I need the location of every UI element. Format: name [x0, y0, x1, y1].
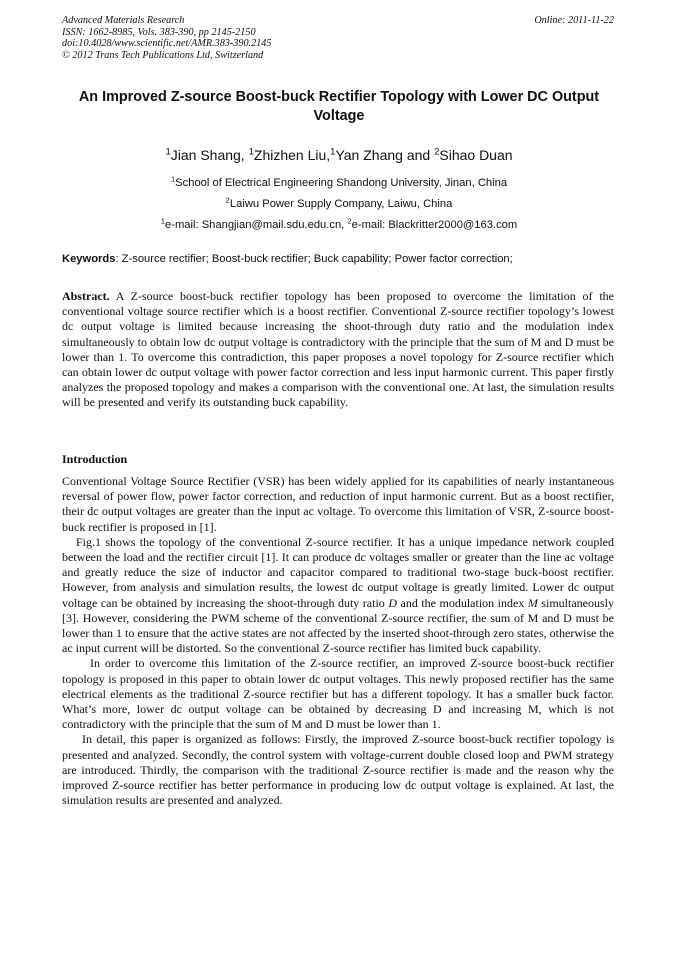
symbol-m: M [527, 595, 538, 610]
keywords-label: Keywords [62, 253, 116, 265]
abstract-label: Abstract. [62, 289, 110, 303]
para2-text-c: simultaneously [3]. However, considering the PWM scheme of the conventional Z-source rectifier, the sum of M and D must be lower than 1 to ensure that the active states are not affected by the inserted shoot-through zero states, otherwise the ac input current will be distorted. So the conventional Z-source rectifier has limited buck capability. [62, 595, 614, 656]
author-list [62, 146, 616, 164]
abstract-text: A Z-source boost-buck rectifier topology has been proposed to overcome the limitation of the conventional voltage source rectifier which is a boost rectifier. Conventional Z-source rectifier topology’s lowest dc output voltage is limited because increasing the shoot-through duty ratio and the modulation index simultaneously to obtain low dc output voltage is contradictory with the principle that the sum of M and D must be lower than 1. To overcome this contradiction, this paper proposes a novel topology for Z-source rectifier which can obtain lower dc output voltage with power factor correction and less input harmonic current. This paper firstly analyzes the proposed topology and makes a comparison with the conventional one. At last, the simulation results will be presented and verify its outstanding buck capability. [62, 289, 614, 410]
intro-paragraph-3: In order to overcome this limitation of the Z-source rectifier, an improved Z-source boost-buck rectifier topology is proposed in this paper to obtain lower dc output voltages. This newly proposed rectifier has the same electrical elements as the traditional Z-source rectifier but has a different topology. It has a smaller buck factor. What’s more, lower dc output voltage can be obtained by decreasing D and increasing M, which is not contradictory with the principle that the sum of M and D must be lower than 1. [62, 656, 614, 732]
author-name: Sihao Duan [439, 147, 513, 163]
intro-paragraph-4: In detail, this paper is organized as follows: Firstly, the improved Z-source boost-buck rectifier topology is presented and analyzed. Secondly, the control system with voltage-current double closed loop and PWM strategy are introduced. Thirdly, the comparison with the traditional Z-source rectifier is made and the reason why the improved Z-source rectifier has better performance in producing low dc output voltage is explained. At last, the simulation results are presented and analyzed. [62, 732, 614, 808]
para2-text-b: and the modulation index [396, 595, 528, 610]
introduction-body [62, 474, 614, 808]
author-sup: 2 [434, 146, 440, 158]
affiliation-text: Laiwu Power Supply Company, Laiwu, China [229, 198, 453, 210]
para2-text-a: Fig.1 shows the topology of the conventional Z-source rectifier. It has a unique impedance network coupled between the load and the rectifier circuit [1]. It can produce dc voltages smaller or greater than the line ac voltage and greatly reduce the size of inductor and capacitor compared to traditional two-stage buck-boost rectifier. However, from analysis and simulation results, the lowest dc output voltage is greatly limited. Lower dc output voltage can be obtained by increasing the shoot-through duty ratio [62, 534, 614, 610]
affiliation-text: School of Electrical Engineering Shandong University, Jinan, China [175, 177, 508, 189]
paper-title: An Improved Z-source Boost-buck Rectifier Topology with Lower DC Output Voltage [78, 89, 600, 124]
section-heading-introduction: Introduction [62, 452, 128, 466]
author-name: Jian Shang, [170, 147, 249, 163]
online-date: Online: 2011-11-22 [534, 15, 614, 26]
affiliation-sup: 1 [170, 174, 176, 184]
intro-paragraph-2 [62, 535, 614, 657]
journal-name: Advanced Materials Research [62, 15, 185, 26]
abstract-block [62, 289, 614, 411]
intro-paragraph-1: Conventional Voltage Source Rectifier (VSR) has been widely applied for its capabilities of nearly instantaneous reversal of power flow, power factor correction, and reduction of input harmonic current. But as a boost rectifier, their dc output voltages are greater than the input ac voltage. To overcome this limitation of VSR, Z-source boost-buck rectifier is proposed in [1]. [62, 474, 614, 534]
author-sup: 1 [248, 146, 254, 158]
affiliation-sup: 2 [225, 195, 230, 205]
email-sup: 1 [160, 216, 166, 226]
keywords-line [62, 252, 616, 266]
email-line [62, 218, 616, 232]
journal-header [62, 15, 482, 61]
affiliation-1 [62, 176, 616, 190]
doi-line: doi:10.4028/www.scientific.net/AMR.383-390.2145 [62, 38, 272, 50]
author-name: Zhizhen Liu, [253, 147, 331, 163]
issn-line: ISSN: 1662-8985, Vols. 383-390, pp 2145-2150 [62, 26, 256, 38]
affiliation-2 [62, 197, 616, 211]
copyright-line: © 2012 Trans Tech Publications Ltd, Switzerland [62, 49, 264, 61]
author-sup: 1 [330, 146, 336, 158]
keywords-text: : Z-source rectifier; Boost-buck rectifier; Buck capability; Power factor correction; [115, 253, 513, 265]
author-sup: 1 [165, 146, 171, 158]
symbol-d: D [388, 595, 397, 610]
email-text: e-mail: Shangjian@mail.sdu.edu.cn, [165, 219, 348, 231]
author-name: Yan Zhang and [335, 147, 435, 163]
email-text: e-mail: Blackritter2000@163.com [351, 219, 518, 231]
email-sup: 2 [347, 216, 352, 226]
